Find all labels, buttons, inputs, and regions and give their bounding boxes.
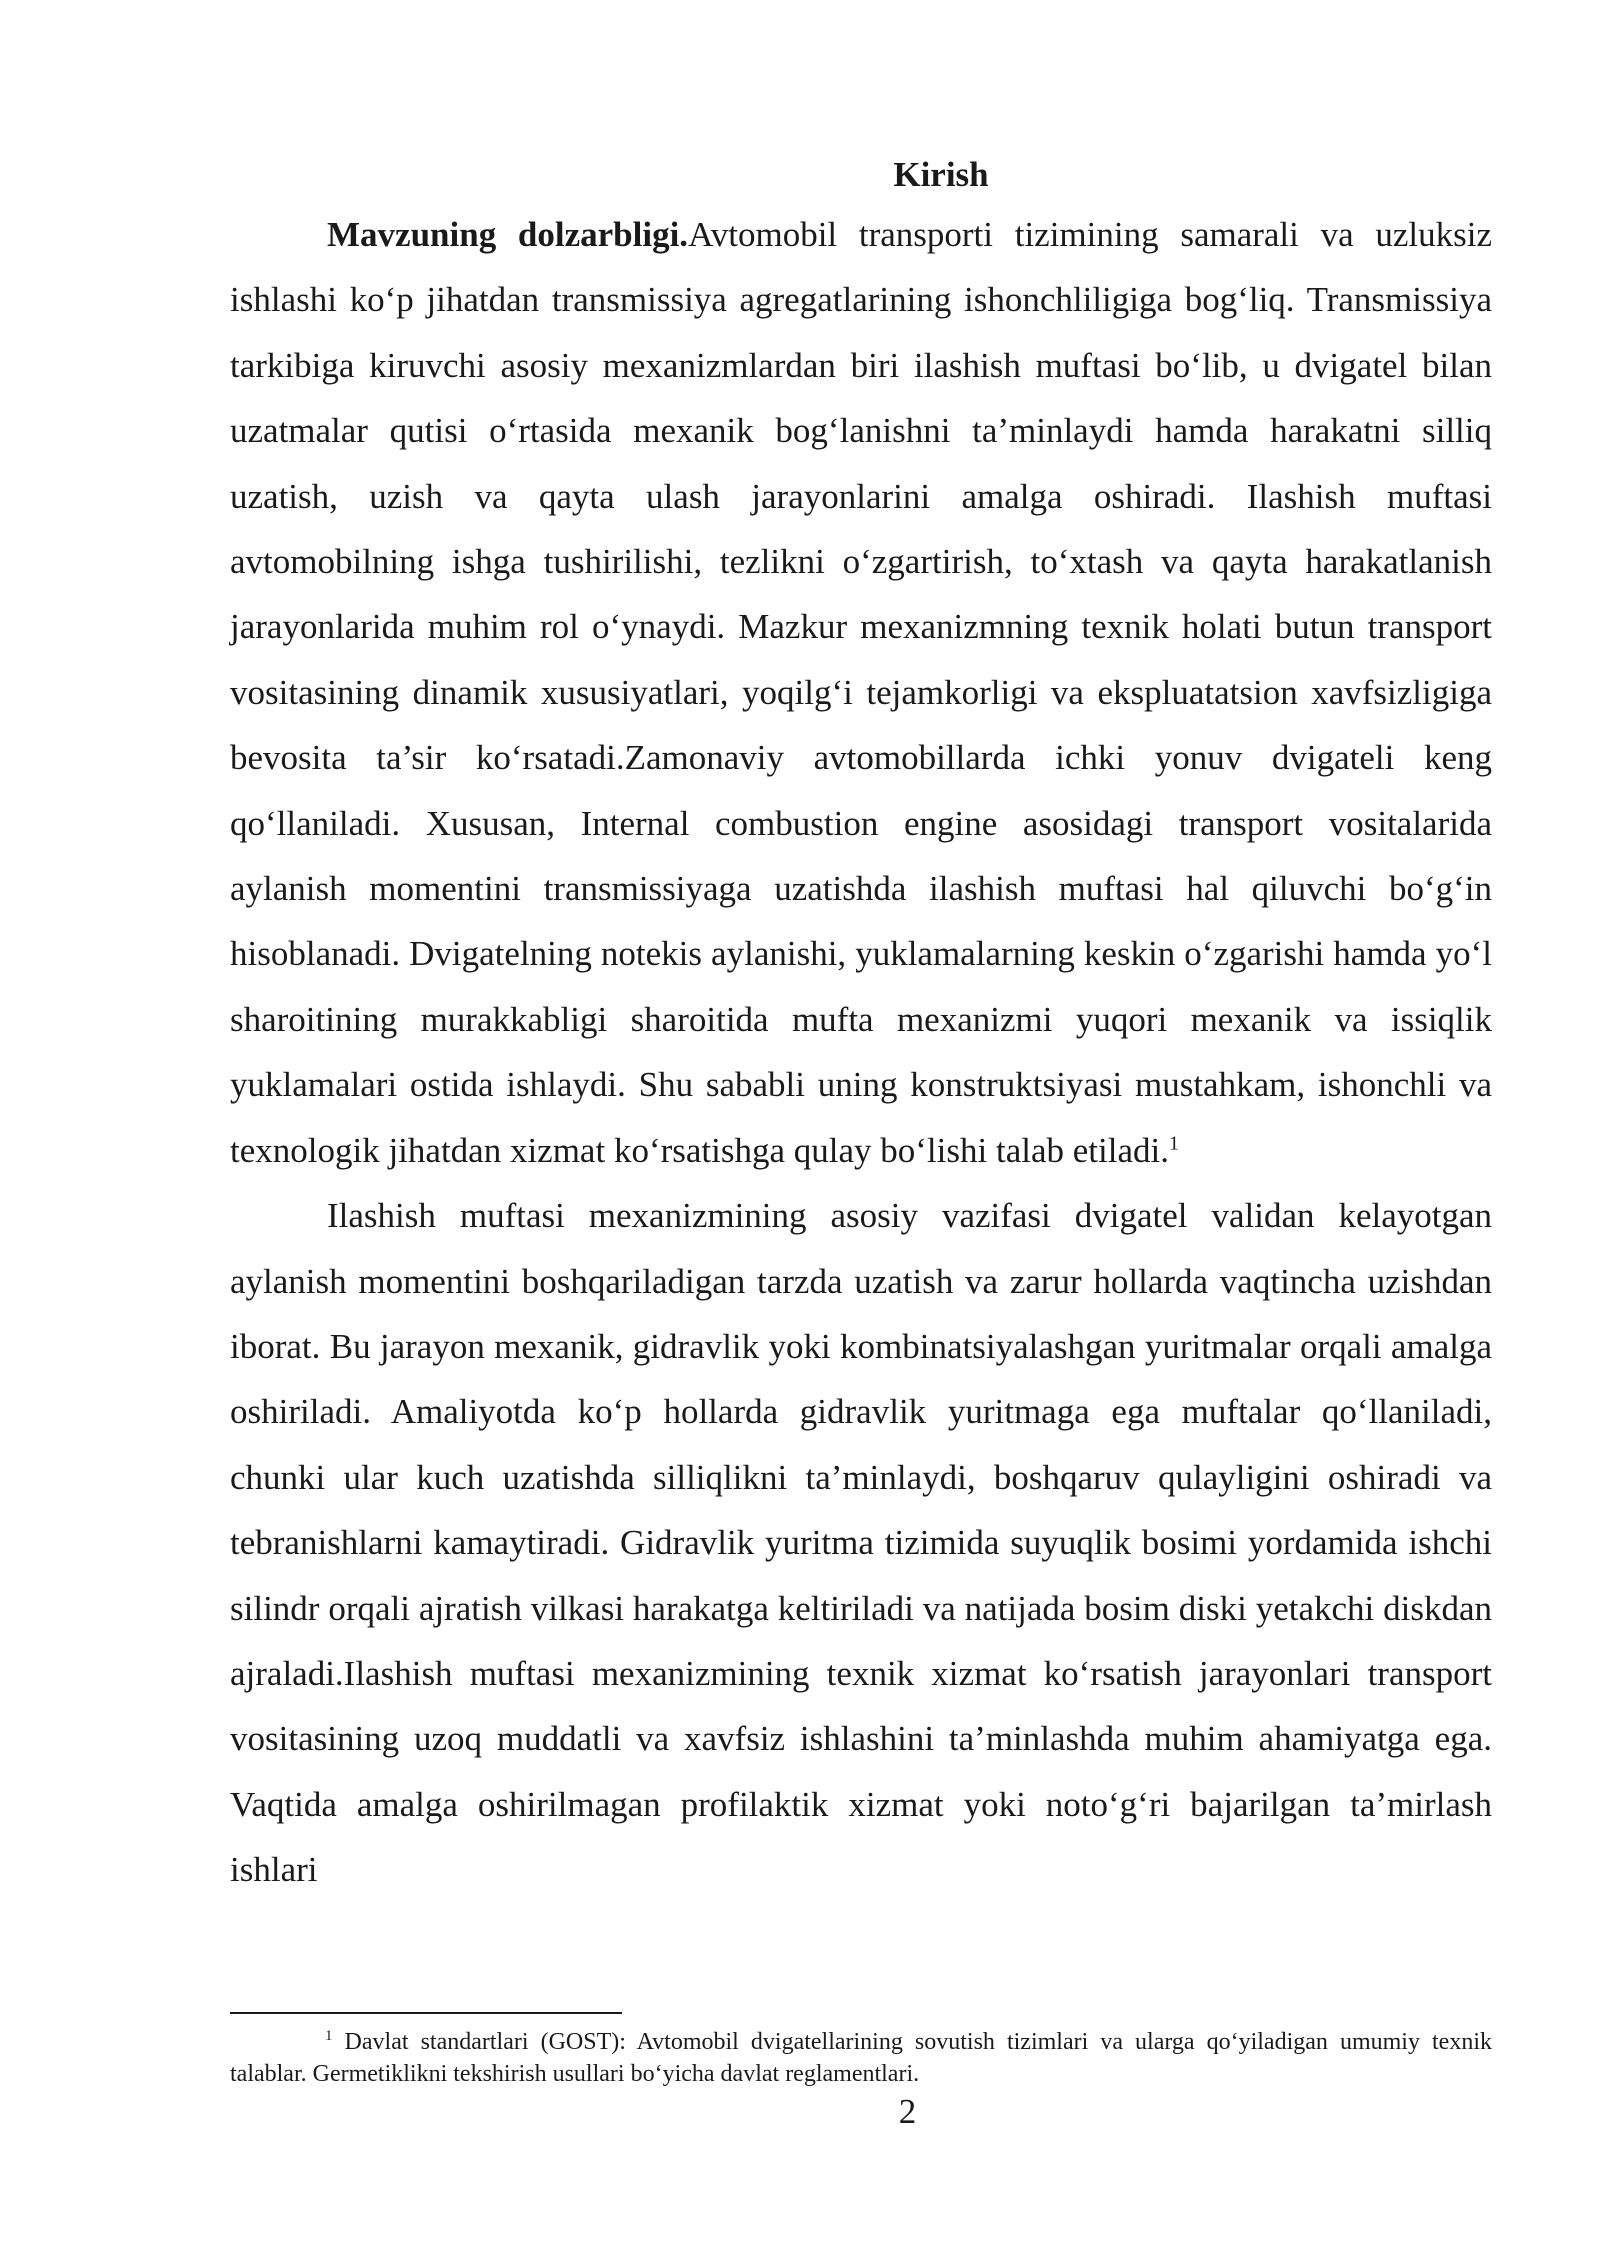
paragraph-text: Avtomobil transporti tizimining samarali va uzluksiz ishlashi ko‘p jihatdan transmissiya agregatlarining ishonchliligiga bog‘liq. Transmissiya tarkibiga kiruvchi asosiy mexanizmlardan biri ilashish muftasi bo‘lib, u dvigatel bilan uzatmalar qutisi o‘rtasida mexanik bog‘lanishni ta’minlaydi hamda harakatni silliq uzatish, uzish va qayta ulash jarayonlarini amalga oshiradi. Ilashish muftasi avtomobilning ishga tushirilishi, tezlikni o‘zgartirish, to‘xtash va qayta harakatlanish jarayonlarida muhim rol o‘ynaydi. Mazkur mexanizmning texnik holati butun transport vositasining dinamik xususiyatlari, yoqilg‘i tejamkorligi va ekspluatatsion xavfsizligiga bevosita ta’sir ko‘rsatadi.Zamonaviy avtomobillarda ichki yonuv dvigateli keng qo‘llaniladi. Xususan, Internal combustion engine asosidagi transport vositalarida aylanish momentini transmissiyaga uzatishda ilashish muftasi hal qiluvchi bo‘g‘in hisoblanadi. Dvigatelning notekis aylanishi, yuklamalarning keskin o‘zgarishi hamda yo‘l sharoitining murakkabligi sharoitida mufta mexanizmi yuqori mexanik va issiqlik yuklamalari ostida ishlaydi. Shu sababli uning konstruktsiyasi mustahkam, ishonchli va texnologik jihatdan xizmat ko‘rsatishga qulay bo‘lishi talab etiladi.	[230, 215, 1492, 1170]
footnote	[230, 2026, 1492, 2090]
paragraph-clutch-function: Ilashish muftasi mexanizmining asosiy vazifasi dvigatel validan kelayotgan aylanish momentini boshqariladigan tarzda uzatish va zarur hollarda vaqtincha uzishdan iborat. Bu jarayon mexanik, gidravlik yoki kombinatsiyalashgan yuritmalar orqali amalga oshiriladi. Amaliyotda ko‘p hollarda gidravlik yuritmaga ega muftalar qo‘llaniladi, chunki ular kuch uzatishda silliqlikni ta’minlaydi, boshqaruv qulayligini oshiradi va tebranishlarni kamaytiradi. Gidravlik yuritma tizimida suyuqlik bosimi yordamida ishchi silindr orqali ajratish vilkasi harakatga keltiriladi va natijada bosim diski yetakchi diskdan ajraladi.Ilashish muftasi mexanizmining texnik xizmat ko‘rsatish jarayonlari transport vositasining uzoq muddatli va xavfsiz ishlashini ta’minlashda muhim ahamiyatga ega. Vaqtida amalga oshirilmagan profilaktik xizmat yoki noto‘g‘ri bajarilgan ta’mirlash ishlari	[230, 1196, 1492, 1890]
page-number: 2	[898, 2092, 917, 2131]
paragraph-relevance	[230, 202, 1492, 1183]
footnote-separator	[230, 2012, 622, 2014]
footnote-marker: 1	[325, 2028, 333, 2044]
footnote-text: Davlat standartlari (GOST): Avtomobil dvigatellarining sovutish tizimlari va ularga qo‘yiladigan umumiy texnik talablar. Germetiklikni tekshirish usullari bo‘yicha davlat reglamentlari.	[230, 2029, 1492, 2087]
section-title: Kirish	[893, 155, 989, 194]
footnote-reference[interactable]: 1	[1168, 1132, 1179, 1155]
paragraph-lead-heading: Mavzuning dolzarbligi.	[327, 215, 689, 254]
page-body	[230, 147, 1492, 1903]
